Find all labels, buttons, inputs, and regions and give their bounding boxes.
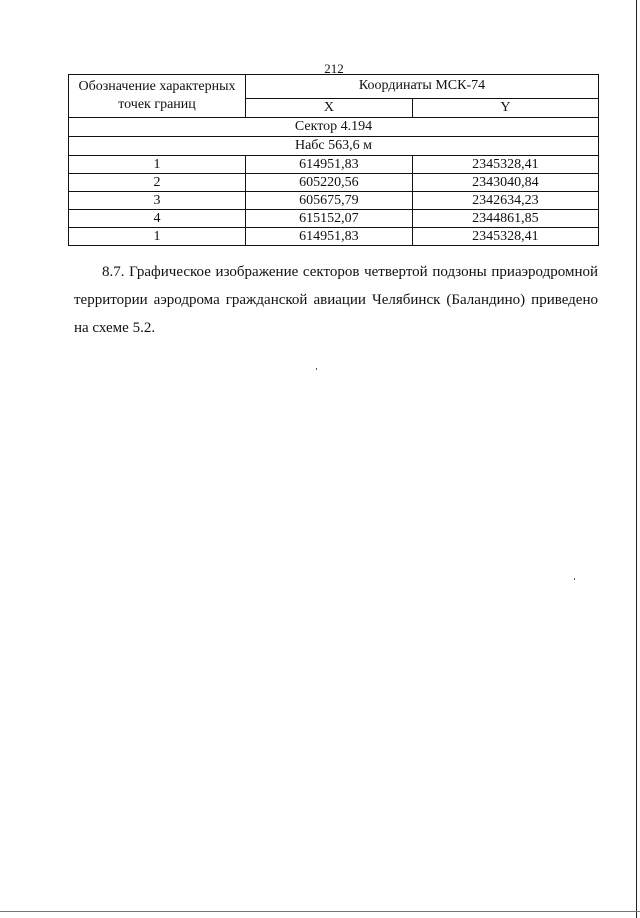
table-row <box>69 228 599 246</box>
table-row <box>69 210 599 228</box>
x-column-header: X <box>246 98 413 117</box>
x-coordinate: 614951,83 <box>246 228 413 246</box>
y-coordinate: 2343040,84 <box>412 174 598 192</box>
point-number: 4 <box>69 210 246 228</box>
sector-title: Сектор 4.194 <box>69 118 599 137</box>
scan-speck <box>316 368 317 370</box>
x-coordinate: 614951,83 <box>246 156 413 174</box>
scan-speck <box>574 578 575 580</box>
y-column-header: Y <box>412 98 598 117</box>
y-coordinate: 2345328,41 <box>412 156 598 174</box>
sector-height-row <box>69 137 599 156</box>
y-coordinate: 2344861,85 <box>412 210 598 228</box>
x-coordinate: 605220,56 <box>246 174 413 192</box>
point-number: 2 <box>69 174 246 192</box>
point-number: 1 <box>69 228 246 246</box>
sector-title-row <box>69 118 599 137</box>
coordinates-table <box>68 74 599 246</box>
x-coordinate: 615152,07 <box>246 210 413 228</box>
table-row <box>69 156 599 174</box>
y-coordinate: 2342634,23 <box>412 192 598 210</box>
table-row <box>69 174 599 192</box>
x-coordinate: 605675,79 <box>246 192 413 210</box>
scan-edge-line <box>636 0 637 918</box>
coordinates-group-header: Координаты МСК-74 <box>246 75 599 99</box>
table-row <box>69 192 599 210</box>
page-number: 212 <box>324 61 344 76</box>
y-coordinate: 2345328,41 <box>412 228 598 246</box>
sector-height: Набс 563,6 м <box>69 137 599 156</box>
body-paragraph: 8.7. Графическое изображение секторов четвертой подзоны приаэродромной территории аэродрома гражданской авиации Челябинск (Баландино) приведено на схеме 5.2. <box>74 264 598 336</box>
scan-edge-line <box>0 911 640 912</box>
point-number: 1 <box>69 156 246 174</box>
point-number: 3 <box>69 192 246 210</box>
point-designation-header: Обозначение характерных точек границ <box>69 75 246 118</box>
table-header-row <box>69 75 599 99</box>
